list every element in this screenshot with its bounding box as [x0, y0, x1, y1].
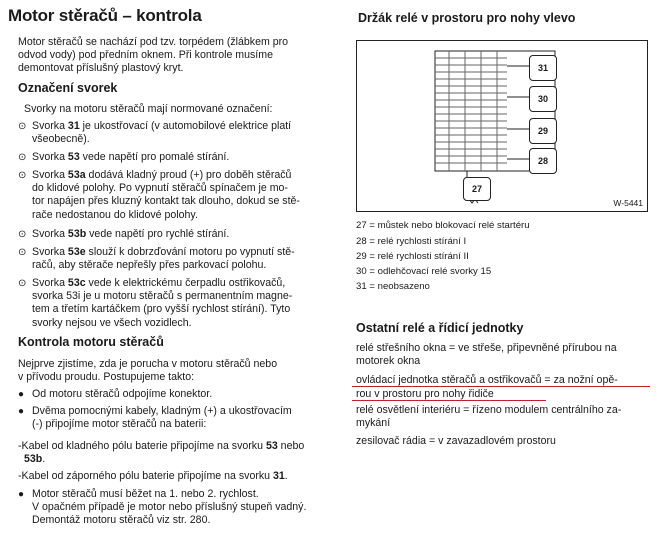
check-step-disconnect: ● Od motoru stěračů odpojíme konektor.: [18, 388, 213, 400]
terminal-item-53e: ⊙ Svorka 53e slouží k dobrzďování motoru po vypnutí stě- račů, aby stěrače nepřešly přes parkovací polohu.: [18, 246, 295, 272]
relay-holder-title: Držák relé v prostoru pro nohy vlevo: [358, 11, 576, 25]
legend-item-28: 28 = relé rychlosti stírání I: [356, 236, 467, 247]
bullet-icon: ⊙: [18, 229, 27, 240]
terminal-item-31: ⊙ Svorka 31 je ukostřovací (v automobilové elektrice platí všeobecně).: [18, 120, 292, 146]
other-relay-line-3: ovládací jednotka stěračů a ostřikovačů = za nožní opě-: [356, 374, 618, 386]
other-relays-heading: Ostatní relé a řídicí jednotky: [356, 321, 524, 335]
terminal-item-53c: ⊙ Svorka 53c vede k elektrickému čerpadlu ostřikovačů, svorka 53i je u motoru stěračů s permanentním magne- tem a třetím kartáčkem (pro vyšší rychlost stírání). Tyto svorky nejsou ve všech vozidlech.: [18, 277, 293, 329]
intro-line-2: odvod vody) pod předním oknem. Při kontrole musíme: [18, 49, 273, 61]
highlight-underline-1: [352, 386, 650, 387]
bullet-dot-icon: ●: [18, 489, 25, 500]
bullet-dot-icon: ●: [18, 389, 25, 400]
legend-item-27: 27 = můstek nebo blokovací relé startéru: [356, 220, 530, 231]
relay-27: 27: [463, 177, 491, 201]
cable-positive: -Kabel od kladného pólu baterie připojíme na svorku 53 nebo: [18, 440, 305, 452]
other-relay-line-5: relé osvětlení interiéru = řízeno modulem centrálního za-: [356, 404, 622, 416]
check-step-run: ● Motor stěračů musí běžet na 1. nebo 2. rychlost. V opačném případě je motor nebo příslušný stupeň vadný. Demontáž motoru stěračů viz str. 280.: [18, 488, 307, 527]
other-relay-line-6: mykání: [356, 417, 391, 429]
legend-item-29: 29 = relé rychlosti stírání II: [356, 251, 469, 262]
cable-positive-cont: 53b.: [24, 453, 46, 465]
bullet-icon: ⊙: [18, 247, 27, 258]
highlight-underline-2: [352, 400, 546, 401]
bullet-icon: ⊙: [18, 278, 27, 289]
other-relay-line-4: rou v prostoru pro nohy řidiče: [356, 388, 494, 400]
relay-31: 31: [529, 55, 557, 81]
check-step-connect: ● Dvěma pomocnými kabely, kladným (+) a ukostřovacím (-) připojíme motor stěračů na baterii:: [18, 405, 292, 431]
bullet-icon: ⊙: [18, 121, 27, 132]
relay-holder-drawing: [357, 41, 647, 211]
terminal-item-53b: ⊙ Svorka 53b vede napětí pro rychlé stírání.: [18, 228, 230, 240]
figure-code: W-5441: [613, 198, 643, 208]
relay-holder-diagram: [356, 40, 648, 212]
terminal-item-53: ⊙ Svorka 53 vede napětí pro pomalé stírání.: [18, 151, 230, 163]
cable-negative: -Kabel od záporného pólu baterie připojíme na svorku 31.: [18, 470, 288, 482]
bullet-icon: ⊙: [18, 170, 27, 181]
relay-29: 29: [529, 118, 557, 144]
relay-30: 30: [529, 86, 557, 112]
page-title: Motor stěračů – kontrola: [8, 6, 202, 25]
section-heading-terminals: Označení svorek: [18, 81, 118, 95]
legend-item-31: 31 = neobsazeno: [356, 281, 430, 292]
legend-item-30: 30 = odlehčovací relé svorky 15: [356, 266, 492, 277]
other-relay-line-7: zesilovač rádia = v zavazadlovém prostoru: [356, 435, 556, 447]
intro-line-1: Motor stěračů se nachází pod tzv. torpédem (žlábkem pro: [18, 36, 289, 48]
terminal-item-53a: ⊙ Svorka 53a dodává kladný proud (+) pro doběh stěračů do klidové polohy. Po vypnutí stěračů spínačem je mo- tor napájen přes kluzný kontakt tak dlouho, dokud se stě- rače nedostanou do klidové polohy.: [18, 169, 300, 221]
terminals-lead: Svorky na motoru stěračů mají normované označení:: [24, 103, 273, 115]
check-lead-2: v přívodu proudu. Postupujeme takto:: [18, 371, 195, 383]
relay-28: 28: [529, 148, 557, 174]
other-relay-line-2: motorek okna: [356, 355, 421, 367]
section-heading-motor-check: Kontrola motoru stěračů: [18, 335, 164, 349]
bullet-icon: ⊙: [18, 152, 27, 163]
check-lead-1: Nejprve zjistíme, zda je porucha v motoru stěračů nebo: [18, 358, 278, 370]
intro-line-3: demontovat příslušný plastový kryt.: [18, 62, 184, 74]
bullet-dot-icon: ●: [18, 406, 25, 417]
other-relay-line-1: relé střešního okna = ve střeše, připevněné přírubou na: [356, 342, 617, 354]
